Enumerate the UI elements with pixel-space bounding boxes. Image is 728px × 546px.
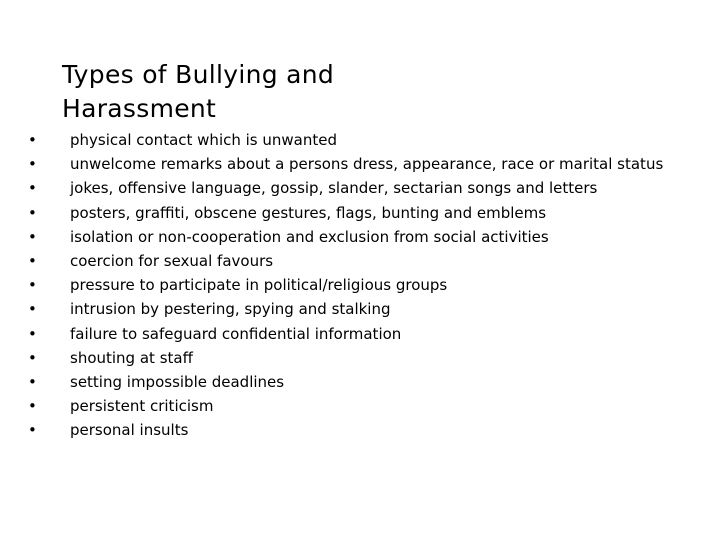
bullet-text: pressure to participate in political/religious groups	[70, 276, 448, 295]
bullet-icon: •	[28, 300, 37, 319]
list-item	[28, 370, 708, 394]
slide-title: Types of Bullying and Harassment	[62, 60, 335, 123]
list-item	[28, 346, 708, 370]
bullet-text: persistent criticism	[70, 397, 214, 416]
bullet-text: posters, graffiti, obscene gestures, flags, bunting and emblems	[70, 203, 547, 222]
list-item	[28, 418, 708, 442]
bullet-icon: •	[28, 227, 37, 246]
list-item	[28, 176, 708, 200]
bullet-icon: •	[28, 251, 37, 270]
bullet-icon: •	[28, 131, 37, 149]
bullet-icon: •	[28, 348, 37, 367]
bullet-text: physical contact which is unwanted	[70, 131, 337, 149]
bullet-icon: •	[28, 155, 37, 174]
bullet-text: intrusion by pestering, spying and stalking	[70, 300, 391, 319]
bullet-icon: •	[28, 372, 37, 391]
bullet-icon: •	[28, 276, 37, 295]
bullet-text: setting impossible deadlines	[70, 372, 285, 391]
bullet-icon: •	[28, 203, 37, 222]
bullet-list	[28, 128, 708, 442]
bullet-icon: •	[28, 397, 37, 416]
bullet-text: coercion for sexual favours	[70, 251, 274, 270]
list-item	[28, 152, 708, 176]
list-item	[28, 249, 708, 273]
list-item	[28, 128, 708, 152]
list-item	[28, 297, 708, 321]
list-item	[28, 394, 708, 418]
bullet-text: unwelcome remarks about a persons dress, appearance, race or marital status	[70, 155, 664, 174]
list-item	[28, 322, 708, 346]
bullet-text: failure to safeguard confidential information	[70, 324, 402, 343]
list-item	[28, 273, 708, 297]
bullet-text: personal insults	[70, 421, 189, 440]
bullet-text: jokes, offensive language, gossip, slander, sectarian songs and letters	[70, 179, 598, 198]
list-item	[28, 225, 708, 249]
bullet-text: shouting at staff	[70, 348, 193, 367]
bullet-icon: •	[28, 179, 37, 198]
bullet-icon: •	[28, 421, 37, 440]
list-item	[28, 201, 708, 225]
bullet-text: isolation or non-cooperation and exclusion from social activities	[70, 227, 549, 246]
bullet-icon: •	[28, 324, 37, 343]
